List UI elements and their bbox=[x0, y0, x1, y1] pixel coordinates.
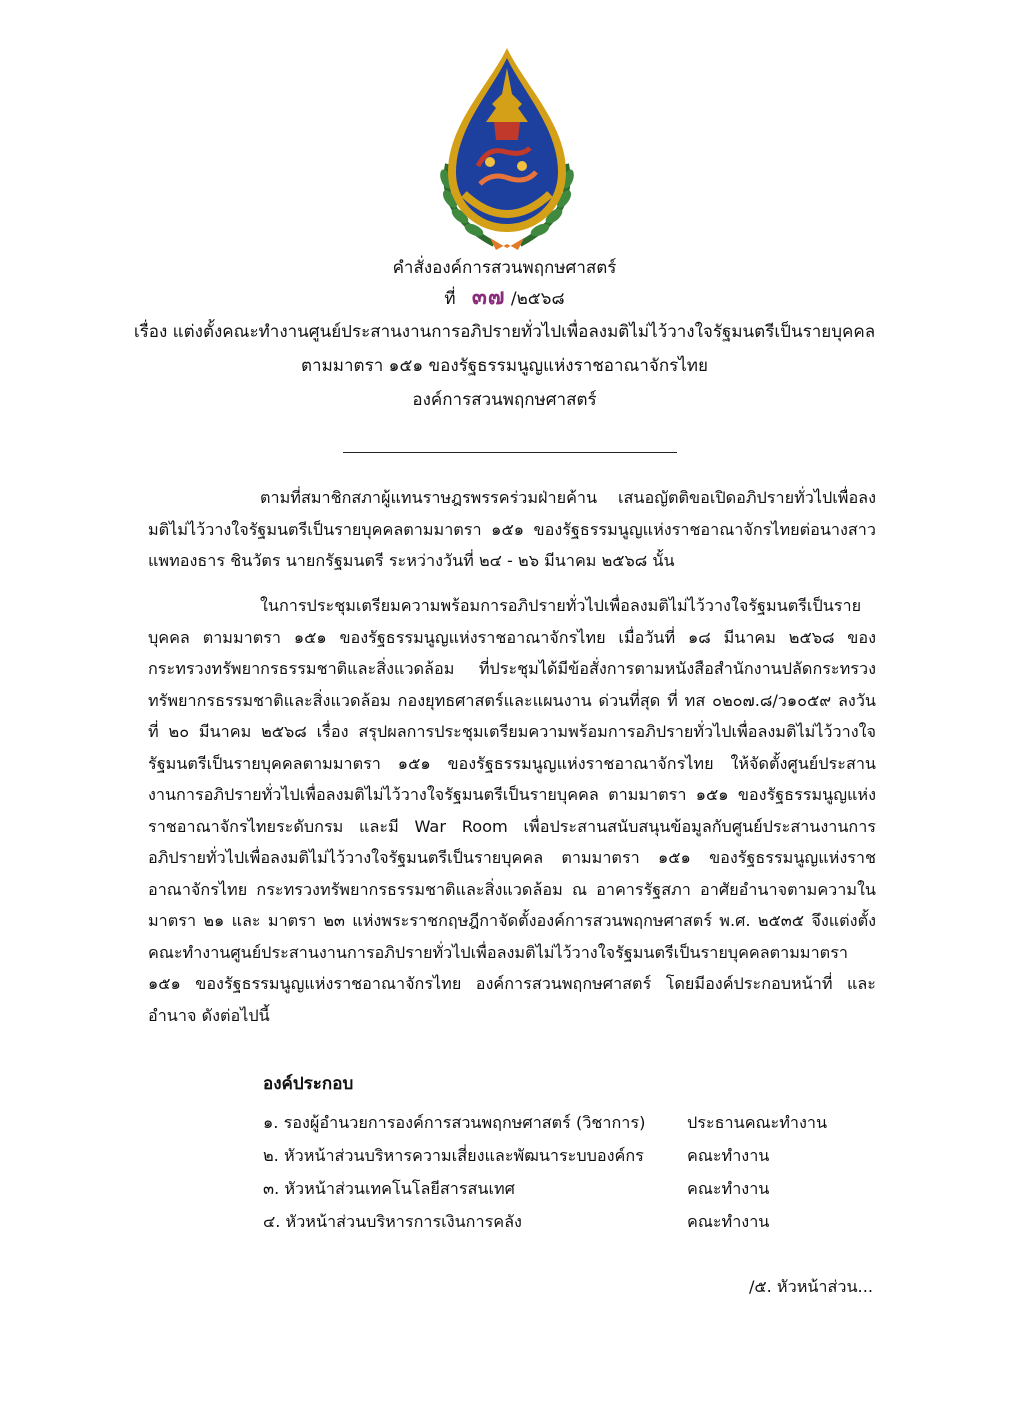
composition-heading: องค์ประกอบ bbox=[263, 1074, 354, 1094]
member-role: คณะทำงาน bbox=[687, 1178, 770, 1198]
body-paragraph-2: ในการประชุมเตรียมความพร้อมการอภิปรายทั่วไปเพื่อลงมติไม่ไว้วางใจรัฐมนตรีเป็นรายบุคคล ตามมาตรา ๑๕๑ ของรัฐธรรมนูญแห่งราชอาณาจักรไทย เมื่อวันที่ ๑๘ มีนาคม ๒๕๖๘ ของกระทรวงทรัพยากรธรรมชาติและสิ่งแวดล้อม ที่ประชุมได้มีข้อสั่งการตามหนังสือสำนักงานปลัดกระทรวงทรัพยากรธรรมชาติและสิ่งแวดล้อม กองยุทธศาสตร์และแผนงาน ด่วนที่สุด ที่ ทส ๐๒๐๗.๘/ว๑๐๕๙ ลงวันที่ ๒๐ มีนาคม ๒๕๖๘ เรื่อง สรุปผลการประชุมเตรียมความพร้อมการอภิปรายทั่วไปเพื่อลงมติไม่ไว้วางใจรัฐมนตรีเป็นรายบุคคลตามมาตรา ๑๕๑ ของรัฐธรรมนูญแห่งราชอาณาจักรไทย ให้จัดตั้งศูนย์ประสานงานการอภิปรายทั่วไปเพื่อลงมติไม่ไว้วางใจรัฐมนตรีเป็นรายบุคคล ตามมาตรา ๑๕๑ ของรัฐธรรมนูญแห่งราชอาณาจักรไทยระดับกรม และมี War Room เพื่อประสานสนับสนุนข้อมูลกับศูนย์ประสานงานการอภิปรายทั่วไปเพื่อลงมติไม่ไว้วางใจรัฐมนตรีเป็นรายบุคคล ตามมาตรา ๑๕๑ ของรัฐธรรมนูญแห่งราชอาณาจักรไทย กระทรวงทรัพยากรธรรมชาติและสิ่งแวดล้อม ณ อาคารรัฐสภา อาศัยอำนาจตามความในมาตรา ๒๑ และ มาตรา ๒๓ แห่งพระราชกฤษฎีกาจัดตั้งองค์การสวนพฤกษศาสตร์ พ.ศ. ๒๕๓๕ จึงแต่งตั้งคณะทำงานศูนย์ประสานงานการอภิปรายทั่วไปเพื่อลงมติไม่ไว้วางใจรัฐมนตรีเป็นรายบุคคลตามมาตรา ๑๕๑ ของรัฐธรรมนูญแห่งราชอาณาจักรไทย องค์การสวนพฤกษศาสตร์ โดยมีองค์ประกอบหน้าที่ และอำนาจ ดังต่อไปนี้ bbox=[148, 596, 876, 1025]
body-paragraph-1: ตามที่สมาชิกสภาผู้แทนราษฎรพรรคร่วมฝ่ายค้าน เสนอญัตติขอเปิดอภิปรายทั่วไปเพื่อลงมติไม่ไว้วางใจรัฐมนตรีเป็นรายบุคคลตามมาตรา ๑๕๑ ของรัฐธรรมนูญแห่งราชอาณาจักรไทยต่อนางสาวแพทองธาร ชินวัตร นายกรัฐมนตรี ระหว่างวันที่ ๒๔ - ๒๖ มีนาคม ๒๕๖๘ นั้น bbox=[148, 488, 876, 570]
composition-list bbox=[263, 1106, 843, 1238]
list-item bbox=[263, 1205, 843, 1238]
member-name: ๓. หัวหน้าส่วนเทคโนโลยีสารสนเทศ bbox=[263, 1178, 515, 1198]
member-name: ๑. รองผู้อำนวยการองค์การสวนพฤกษศาสตร์ (วิชาการ) bbox=[263, 1112, 646, 1132]
order-title: คำสั่งองค์การสวนพฤกษศาสตร์ bbox=[392, 258, 617, 278]
member-role: ประธานคณะทำงาน bbox=[687, 1112, 828, 1132]
continuation-note: /๕. หัวหน้าส่วน... bbox=[748, 1277, 873, 1296]
header-divider bbox=[343, 452, 677, 453]
list-item bbox=[263, 1139, 843, 1172]
order-number-prefix: ที่ bbox=[444, 289, 456, 309]
organization-logo-seal bbox=[434, 44, 580, 250]
subject-line-3: องค์การสวนพฤกษศาสตร์ bbox=[412, 390, 597, 410]
order-number-year: /๒๕๖๘ bbox=[510, 289, 565, 309]
order-number-handwritten: ๓๗ bbox=[471, 285, 506, 310]
member-name: ๒. หัวหน้าส่วนบริหารความเสี่ยงและพัฒนาระบบองค์กร bbox=[263, 1145, 644, 1165]
member-name: ๔. หัวหน้าส่วนบริหารการเงินการคลัง bbox=[263, 1211, 522, 1231]
subject-line-1: เรื่อง แต่งตั้งคณะทำงานศูนย์ประสานงานการอภิปรายทั่วไปเพื่อลงมติไม่ไว้วางใจรัฐมนตรีเป็นรายบุคคล bbox=[133, 322, 876, 342]
list-item bbox=[263, 1106, 843, 1139]
member-role: คณะทำงาน bbox=[687, 1211, 770, 1231]
list-item bbox=[263, 1172, 843, 1205]
body-paragraph-2-block bbox=[148, 590, 876, 1031]
subject-line-2: ตามมาตรา ๑๕๑ ของรัฐธรรมนูญแห่งราชอาณาจักรไทย bbox=[301, 356, 708, 376]
order-number-line bbox=[0, 286, 1009, 311]
body-paragraph-1-block bbox=[148, 482, 876, 577]
member-role: คณะทำงาน bbox=[687, 1145, 770, 1165]
